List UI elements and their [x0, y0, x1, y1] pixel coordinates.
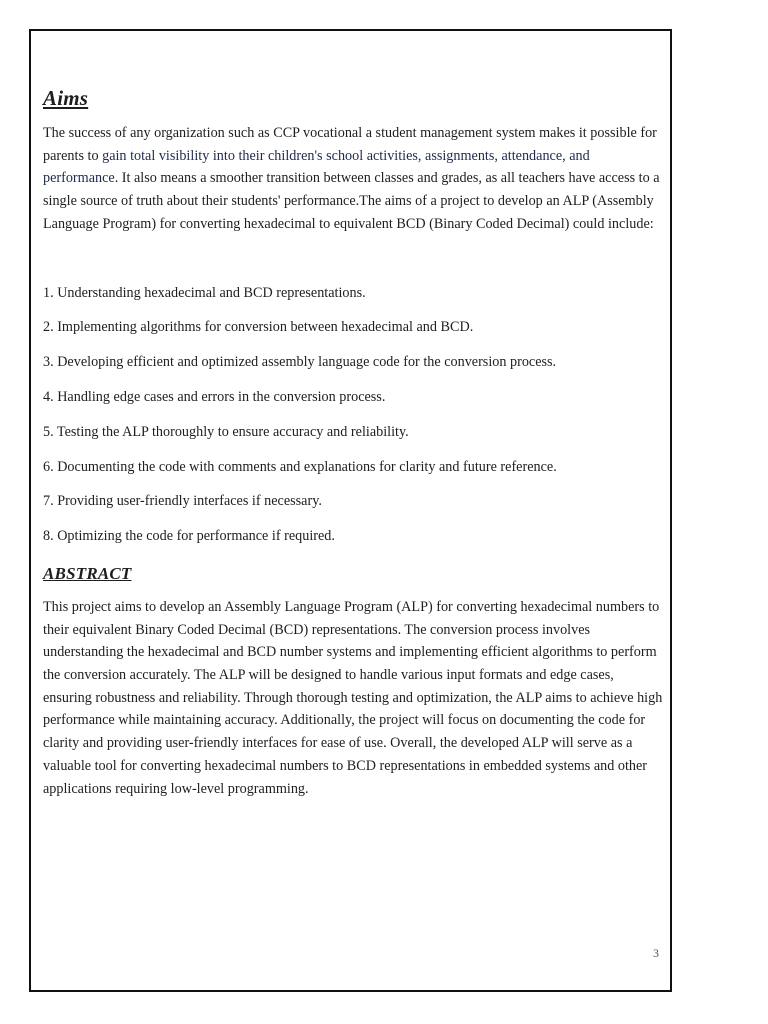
aims-list-item: 8. Optimizing the code for performance if required.	[43, 528, 335, 545]
abstract-paragraph: This project aims to develop an Assembly Language Program (ALP) for converting hexadecimal numbers to their equivalent Binary Coded Decimal (BCD) representations. The conversion process involves understanding the hexadecimal and BCD number systems and implementing efficient algorithms to perform the conversion accurately. The ALP will be designed to handle various input formats and edge cases, ensuring robustness and reliability. Through thorough testing and optimization, the ALP aims to achieve high performance while maintaining accuracy. Additionally, the project will focus on documenting the code for clarity and providing user-friendly interfaces for ease of use. Overall, the developed ALP will serve as a valuable tool for converting hexadecimal numbers to BCD representations in embedded systems and other applications requiring low-level programming.	[43, 598, 663, 797]
aims-intro-part1: The success of any organization such as CCP vocational	[43, 125, 363, 141]
page-number: 3	[653, 946, 659, 960]
aims-list-item: 7. Providing user-friendly interfaces if necessary.	[43, 493, 322, 510]
aims-list-item: 4. Handling edge cases and errors in the conversion process.	[43, 388, 386, 405]
aims-list-item: 1. Understanding hexadecimal and BCD representations.	[43, 284, 366, 301]
aims-list	[43, 282, 665, 560]
aims-list-item: 5. Testing the ALP thoroughly to ensure accuracy and reliability.	[43, 423, 409, 440]
aims-list-item: 2. Implementing algorithms for conversion between hexadecimal and BCD.	[43, 319, 474, 336]
aims-intro-highlight: gain total visibility into their children's school activities, assignments, attendance, and performance	[43, 147, 590, 187]
aims-intro-paragraph	[43, 122, 665, 236]
abstract-heading: ABSTRACT	[43, 563, 132, 583]
page-content	[43, 84, 665, 800]
aims-heading: Aims	[43, 86, 89, 110]
aims-list-item: 6. Documenting the code with comments and explanations for clarity and future reference.	[43, 458, 557, 475]
aims-intro-part3: . It also means a smoother transition between classes and grades, as all teachers have access to a single source of truth about their students' performance.The aims of a project to develop an ALP (Assembly Language Program) for converting hexadecimal to equivalent BCD (Binary Coded Decimal) could include:	[43, 170, 660, 232]
aims-intro-part2: a student management system makes it possible for parents to	[43, 125, 657, 164]
aims-list-item: 3. Developing efficient and optimized assembly language code for the conversion process.	[43, 354, 557, 371]
